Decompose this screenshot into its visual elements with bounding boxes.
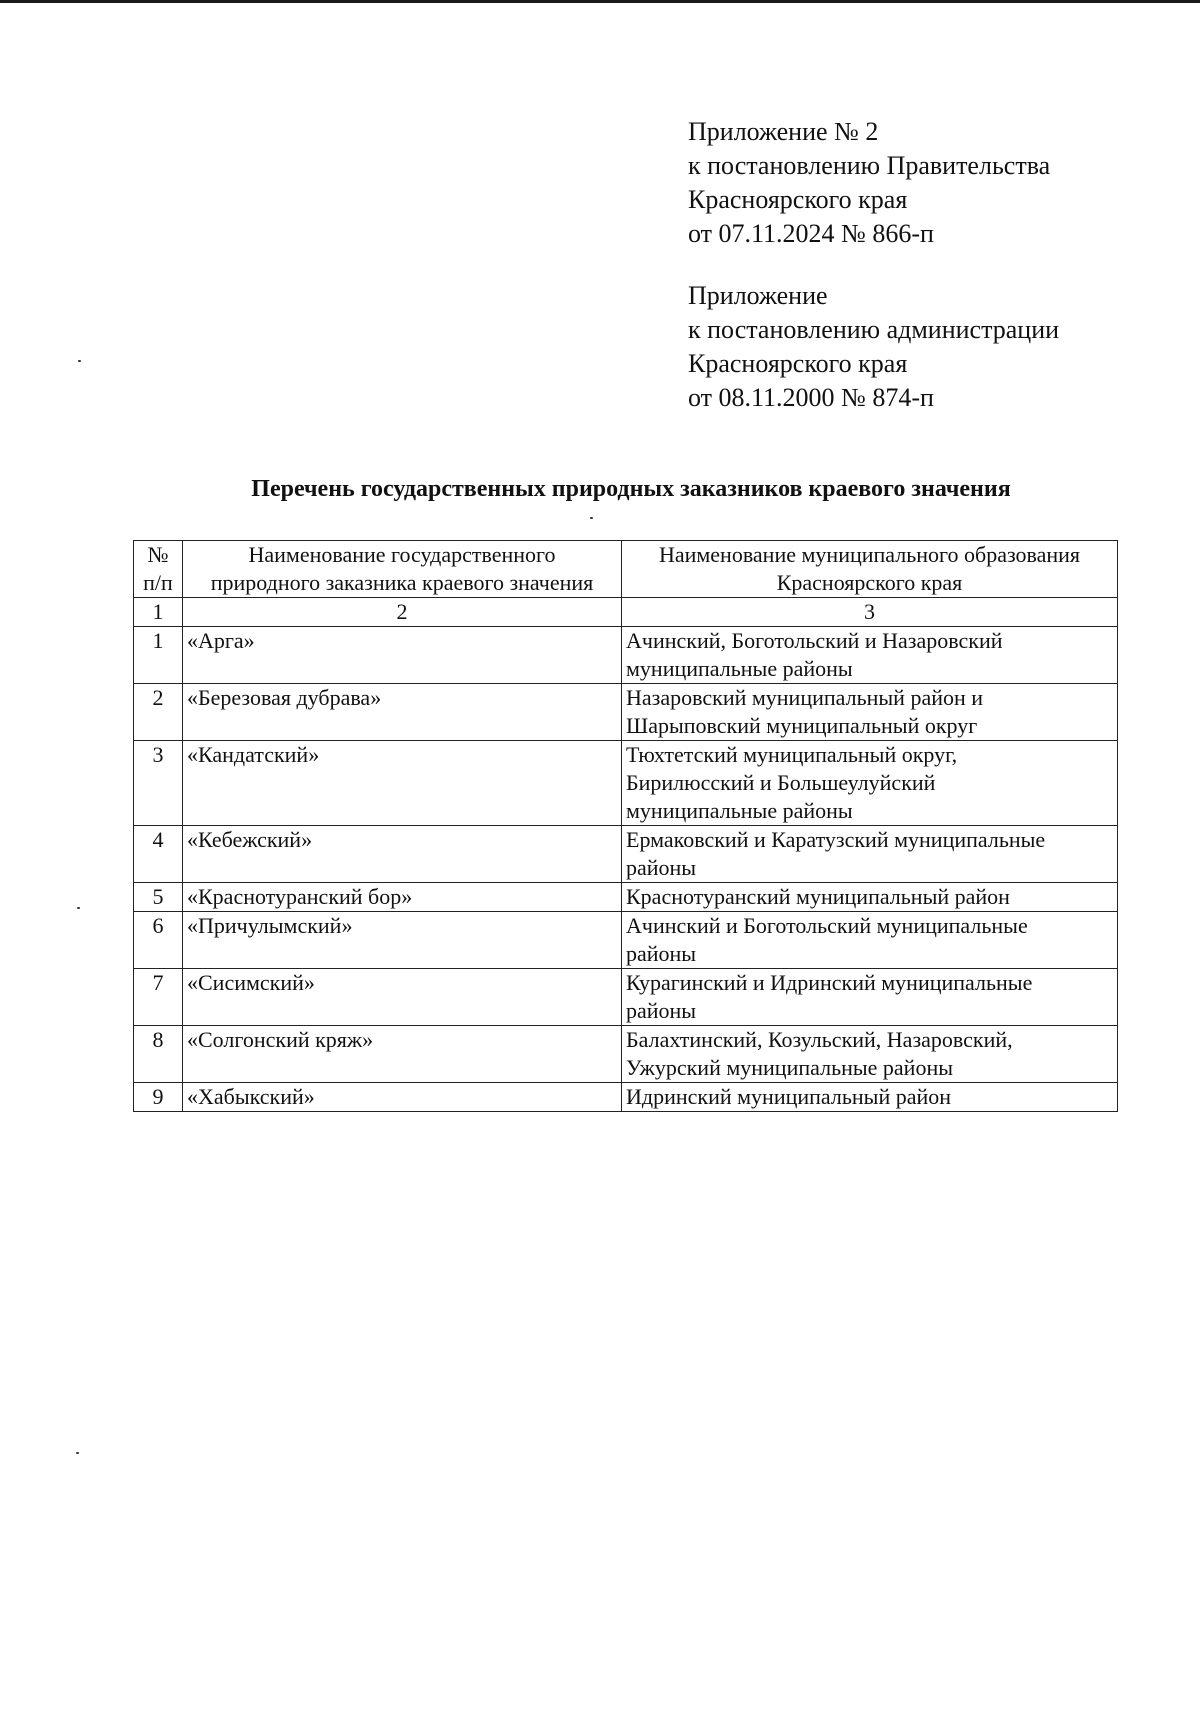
row-number: 8 [134, 1026, 183, 1083]
appendix-line: от 07.11.2024 № 866-п [688, 219, 934, 248]
scan-speck [590, 517, 593, 519]
row-number: 6 [134, 912, 183, 969]
municipality-line: Курагинский и Идринский муниципальные [626, 970, 1033, 995]
reserve-name: «Солгонский кряж» [183, 1026, 622, 1083]
municipality-line: Ермаковский и Каратузский муниципальные [626, 827, 1046, 852]
header-reserve-name [183, 541, 622, 598]
table-body [134, 627, 1118, 1112]
municipality-line: Бирилюсский и Большеулуйский [626, 770, 936, 795]
header-municipality [622, 541, 1118, 598]
row-number: 4 [134, 826, 183, 883]
appendix-line: Красноярского края [688, 349, 908, 378]
table-row [134, 826, 1118, 883]
scan-speck [77, 907, 80, 909]
municipality-line: муниципальные районы [626, 656, 853, 681]
municipality [622, 1026, 1118, 1083]
document-title: Перечень государственных природных заказников краевого значения [251, 476, 1011, 502]
reserve-name: «Березовая дубрава» [183, 684, 622, 741]
reserve-name: «Хабыкский» [183, 1083, 622, 1112]
scan-speck [78, 360, 81, 362]
municipality-line: Ачинский, Боготольский и Назаровский [626, 628, 1003, 653]
header-line: № [147, 542, 169, 567]
municipality-line: районы [626, 998, 697, 1023]
municipality-line: Назаровский муниципальный район и [626, 685, 984, 710]
appendix-line: от 08.11.2000 № 874-п [688, 383, 934, 412]
row-number: 2 [134, 684, 183, 741]
municipality [622, 883, 1118, 912]
reserve-name: «Причулымский» [183, 912, 622, 969]
appendix-line: к постановлению Правительства [688, 151, 1051, 180]
row-number: 5 [134, 883, 183, 912]
table-row [134, 1026, 1118, 1083]
appendix-line: к постановлению администрации [688, 315, 1060, 344]
column-index: 3 [622, 598, 1118, 627]
column-index-row [134, 598, 1118, 627]
row-number: 1 [134, 627, 183, 684]
municipality-line: Балахтинский, Козульский, Назаровский, [626, 1027, 1013, 1052]
appendix-current-block [688, 115, 1050, 251]
reserve-name: «Арга» [183, 627, 622, 684]
table-row [134, 627, 1118, 684]
header-line: Наименование государственного [248, 542, 556, 567]
appendix-line: Приложение № 2 [688, 117, 879, 146]
table-row [134, 883, 1118, 912]
municipality-line: районы [626, 941, 697, 966]
reserve-name: «Кебежский» [183, 826, 622, 883]
municipality [622, 684, 1118, 741]
reserves-table [133, 540, 1118, 1112]
municipality-line: Краснотуранский муниципальный район [626, 884, 1010, 909]
reserve-name: «Кандатский» [183, 741, 622, 826]
appendix-line: Приложение [688, 281, 828, 310]
scan-top-edge [0, 0, 1200, 3]
column-index: 2 [183, 598, 622, 627]
appendix-line: Красноярского края [688, 185, 908, 214]
row-number: 7 [134, 969, 183, 1026]
header-number [134, 541, 183, 598]
scan-speck [76, 1452, 79, 1454]
table-row [134, 969, 1118, 1026]
header-line: Красноярского края [776, 570, 963, 595]
municipality [622, 741, 1118, 826]
table-row [134, 1083, 1118, 1112]
municipality [622, 1083, 1118, 1112]
municipality [622, 969, 1118, 1026]
row-number: 9 [134, 1083, 183, 1112]
municipality [622, 627, 1118, 684]
reserve-name: «Сисимский» [183, 969, 622, 1026]
municipality-line: муниципальные районы [626, 798, 853, 823]
municipality-line: Ужурский муниципальные районы [626, 1055, 954, 1080]
municipality [622, 912, 1118, 969]
municipality-line: районы [626, 855, 697, 880]
header-line: природного заказника краевого значения [210, 570, 594, 595]
header-line: Наименование муниципального образования [658, 542, 1081, 567]
column-index: 1 [134, 598, 183, 627]
table-header-row [134, 541, 1118, 598]
municipality-line: Шарыповский муниципальный округ [626, 713, 978, 738]
municipality-line: Идринский муниципальный район [626, 1084, 952, 1109]
row-number: 3 [134, 741, 183, 826]
table-row [134, 741, 1118, 826]
municipality [622, 826, 1118, 883]
table-row [134, 912, 1118, 969]
municipality-line: Тюхтетский муниципальный округ, [626, 742, 958, 767]
header-line: п/п [143, 570, 173, 595]
reserve-name: «Краснотуранский бор» [183, 883, 622, 912]
table-row [134, 684, 1118, 741]
appendix-original-block [688, 279, 1059, 415]
municipality-line: Ачинский и Боготольский муниципальные [626, 913, 1028, 938]
